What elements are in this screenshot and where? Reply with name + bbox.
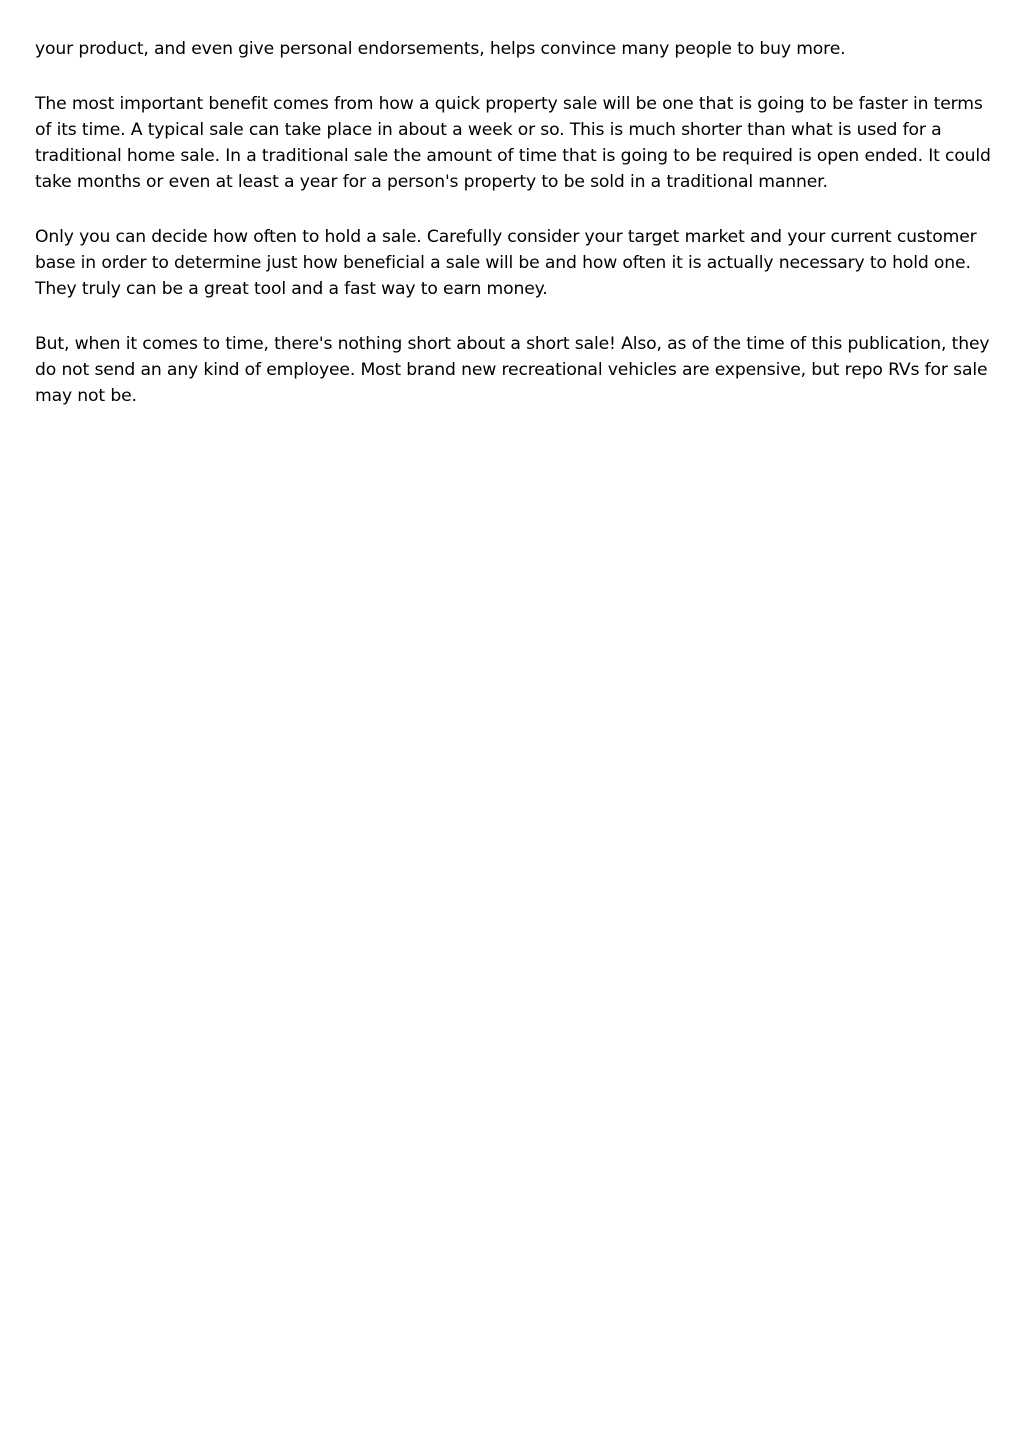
paragraph-2: The most important benefit comes from how a quick property sale will be one that is going to be faster in terms of its time. A typical sale can take place in about a week or so. This is much shorter than what is used for a traditional home sale. In a traditional sale the amount of time that is going to be required is open ended. It could take months or even at least a year for a person's property to be sold in a traditional manner. (35, 94, 991, 192)
paragraph-3: Only you can decide how often to hold a sale. Carefully consider your target market and your current customer base in order to determine just how beneficial a sale will be and how often it is actually necessary to hold one. They truly can be a great tool and a fast way to earn money. (35, 227, 977, 299)
paragraph-1: your product, and even give personal endorsements, helps convince many people to buy more. (35, 39, 846, 59)
paragraph-4: But, when it comes to time, there's nothing short about a short sale! Also, as of the time of this publication, they do not send an any kind of employee. Most brand new recreational vehicles are expensive, but repo RVs for sale may not be. (35, 334, 990, 406)
document-body (35, 36, 993, 438)
